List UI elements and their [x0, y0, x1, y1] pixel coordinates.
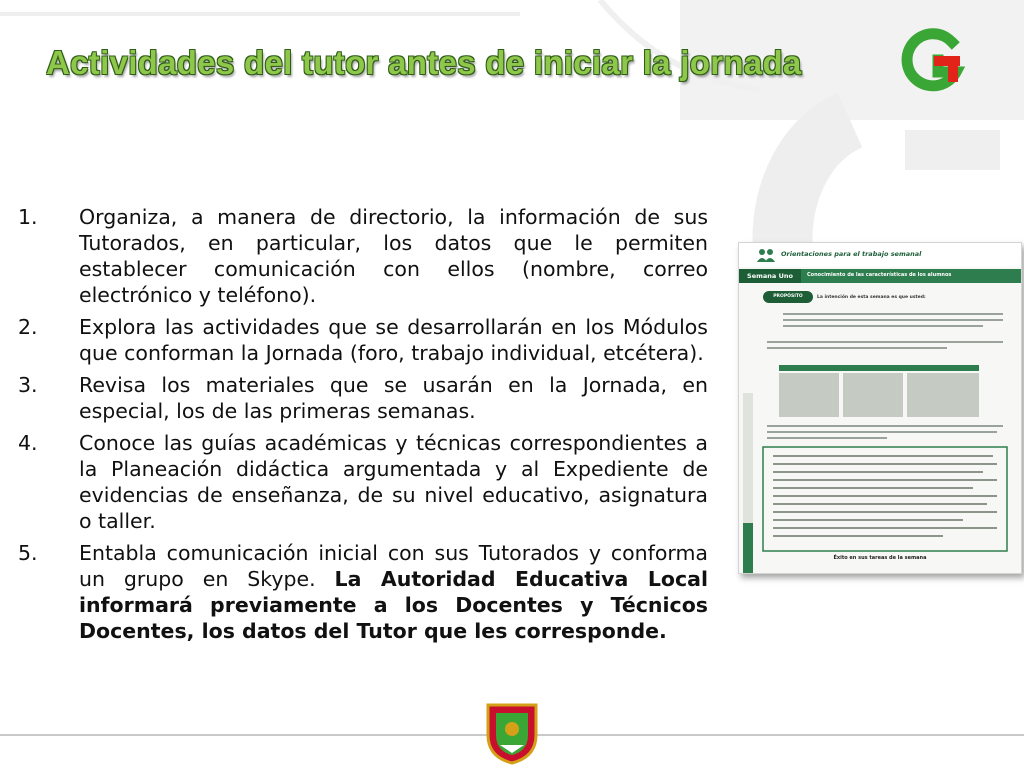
thumbnail-subtitle: Conocimiento de las características de los alumnos	[807, 272, 952, 278]
list-item	[18, 204, 708, 308]
list-item	[18, 314, 708, 366]
list-item	[18, 430, 708, 534]
purpose-text: La intención de esta semana es que usted:	[817, 295, 926, 300]
purpose-label: PROPÓSITO	[763, 291, 813, 303]
item-text: Explora las actividades que se desarrollarán en los Módulos que conforman la Jornada (foro, trabajo individual, etcétera).	[79, 315, 708, 365]
slide-title: Actividades del tutor antes de iniciar la jornada	[46, 44, 802, 81]
week-tab: Semana Uno	[739, 269, 801, 283]
item-text: Conoce las guías académicas y técnicas correspondientes a la Planeación didáctica argumentada y al Expediente de evidencias de enseñanza, de su nivel educativo, asignatura o taller.	[79, 431, 708, 533]
item-number: 5.	[18, 541, 38, 565]
item-bold-text: La Autoridad Educativa Local informará previamente a los Docentes y Técnicos Docentes, los datos del Tutor que les corresponde.	[79, 567, 708, 643]
item-number: 4.	[18, 431, 38, 455]
document-thumbnail	[738, 242, 1022, 574]
list-item	[18, 540, 708, 644]
thumbnail-footer: Éxito en sus tareas de la semana	[833, 555, 927, 561]
activities-list	[18, 204, 708, 650]
item-text: Organiza, a manera de directorio, la información de sus Tutorados, en particular, los datos que le permiten establecer comunicación con ellos (nombre, correo electrónico y teléfono).	[79, 205, 708, 307]
item-number: 3.	[18, 373, 38, 397]
thumbnail-title: Orientaciones para el trabajo semanal	[781, 250, 922, 258]
list-item	[18, 372, 708, 424]
g-logo-icon	[898, 28, 966, 96]
item-text: Revisa los materiales que se usarán en la Jornada, en especial, los de las primeras semanas.	[79, 373, 708, 423]
item-number: 1.	[18, 205, 38, 229]
state-coat-of-arms-icon	[482, 699, 542, 765]
thumbnail-text-lines	[739, 243, 1021, 573]
item-number: 2.	[18, 315, 38, 339]
item-text: Entabla comunicación inicial con sus Tutorados y conforma un grupo en Skype.	[79, 541, 708, 591]
thumbnail-side-tab	[743, 393, 753, 573]
